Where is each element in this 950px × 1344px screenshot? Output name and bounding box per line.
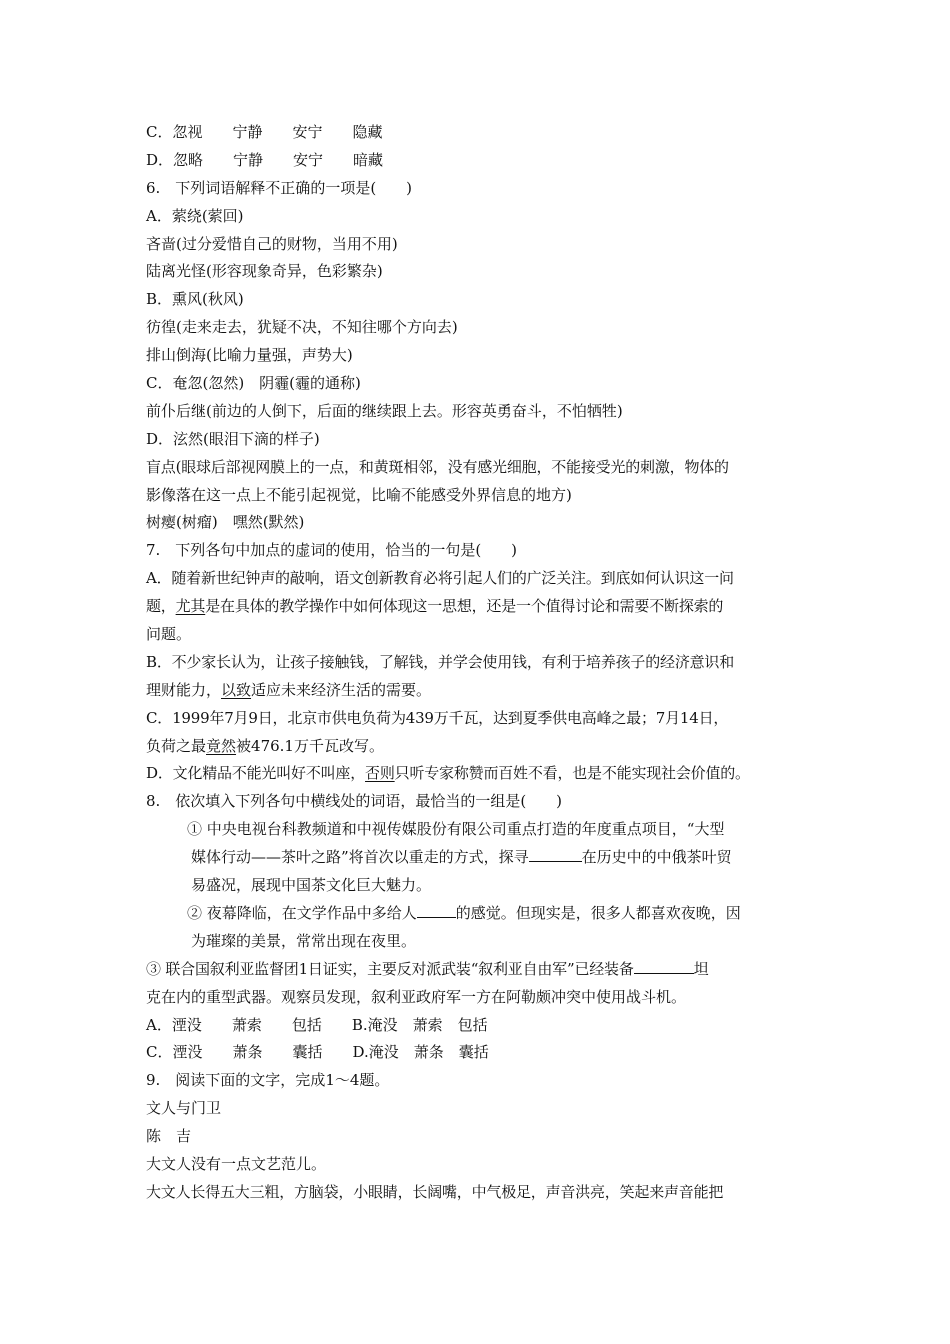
q6-option-d-line-2: 盲点(眼球后部视网膜上的一点，和黄斑相邻，没有感光细胞，不能接受光的刺激，物体的 [146, 457, 729, 476]
q8-sentence-1: ① 中央电视台科教频道和中视传媒股份有限公司重点打造的年度重点项目，“大型 [187, 820, 725, 839]
q6-option-d-line-3: 影像落在这一点上不能引起视觉，比喻不能感受外界信息的地方) [146, 485, 572, 504]
marked-word: 尤其 [175, 597, 206, 616]
q6-option-d: D．泫然(眼泪下滴的样子) [146, 429, 320, 448]
question-6: 6. 下列词语解释不正确的一项是( ) [146, 178, 413, 197]
q7-option-a-line-3: 问题。 [146, 625, 192, 644]
article-author: 陈 吉 [146, 1127, 192, 1146]
q8-sentence-3-line-2: 克在内的重型武器。观察员发现，叙利亚政府军一方在阿勒颇冲突中使用战斗机。 [146, 987, 687, 1006]
q6-option-c: C．奄忽(忽然) 阴霾(霾的通称) [146, 374, 361, 393]
question-7: 7. 下列各句中加点的虚词的使用，恰当的一句是( ) [146, 541, 518, 560]
q7-option-b: B．不少家长认为，让孩子接触钱，了解钱，并学会使用钱，有利于培养孩子的经济意识和 [146, 652, 735, 671]
q8-sentence-2: ② 夜幕降临，在文学作品中多给人 的感觉。但现实是，很多人都喜欢夜晚，因 [187, 903, 741, 922]
q7-option-d: D．文化精品不能光叫好不叫座，否则只听专家称赞而百姓不看，也是不能实现社会价值的。 [146, 764, 750, 783]
q6-option-d-line-4: 树瘿(树瘤) 嘿然(默然) [146, 513, 305, 532]
q8-options-cd: C．湮没 萧条 囊括 D.淹没 萧条 囊括 [146, 1043, 489, 1062]
option-d-q5: D．忽略 宁静 安宁 暗藏 [146, 150, 384, 169]
q7-option-c: C．1999年7月9日，北京市供电负荷为439万千瓦，达到夏季供电高峰之最；7月14日， [146, 708, 729, 727]
q8-options-ab: A．湮没 萧索 包括 B.淹没 萧索 包括 [146, 1015, 488, 1034]
marked-word: 以致 [221, 680, 252, 699]
q7-option-a: A．随着新世纪钟声的敲响，语文创新教育必将引起人们的广泛关注。到底如何认识这一问 [146, 569, 734, 588]
article-paragraph-2: 大文人长得五大三粗，方脑袋，小眼睛，长阔嘴，中气极足，声音洪亮，笑起来声音能把 [146, 1182, 724, 1201]
q8-sentence-1-line-3: 易盛况，展现中国茶文化巨大魅力。 [191, 876, 432, 895]
q6-option-b-line-3: 排山倒海(比喻力量强，声势大) [146, 346, 353, 365]
q6-option-a-line-2: 吝啬(过分爱惜自己的财物，当用不用) [146, 234, 398, 253]
fill-blank [634, 958, 694, 974]
q6-option-b: B．熏风(秋风) [146, 290, 244, 309]
article-title: 文人与门卫 [146, 1099, 222, 1118]
question-9: 9. 阅读下面的文字，完成1～4题。 [146, 1071, 390, 1090]
article-paragraph-1: 大文人没有一点文艺范儿。 [146, 1154, 327, 1173]
q6-option-a: A．萦绕(萦回) [146, 206, 244, 225]
option-c-q5: C．忽视 宁静 安宁 隐藏 [146, 123, 383, 141]
q6-option-a-line-3: 陆离光怪(形容现象奇异，色彩繁杂) [146, 262, 383, 281]
q7-option-a-line-2: 题，尤其是在具体的教学操作中如何体现这一思想，还是一个值得讨论和需要不断探索的 [146, 597, 724, 616]
q8-sentence-1-line-2: 媒体行动——茶叶之路”将首次以重走的方式，探寻 在历史中的中俄茶叶贸 [191, 848, 732, 867]
q6-option-b-line-2: 彷徨(走来走去，犹疑不决，不知往哪个方向去) [146, 318, 458, 337]
q7-option-b-line-2: 理财能力，以致适应未来经济生活的需要。 [146, 680, 432, 699]
fill-blank [529, 846, 582, 862]
marked-word: 否则 [365, 764, 395, 783]
marked-word: 竟然 [206, 736, 237, 755]
question-8: 8. 依次填入下列各句中横线处的词语，最恰当的一组是( ) [146, 792, 563, 811]
q6-option-c-line-2: 前仆后继(前边的人倒下，后面的继续跟上去。形容英勇奋斗，不怕牺牲) [146, 401, 623, 420]
q8-sentence-2-line-2: 为璀璨的美景，常常出现在夜里。 [191, 931, 417, 950]
q8-sentence-3: ③ 联合国叙利亚监督团1日证实，主要反对派武装“叙利亚自由军”已经装备 坦 [146, 959, 709, 978]
q7-option-c-line-2: 负荷之最竟然被476.1万千瓦改写。 [146, 736, 384, 755]
fill-blank [417, 902, 456, 918]
document-body [146, 119, 826, 1207]
